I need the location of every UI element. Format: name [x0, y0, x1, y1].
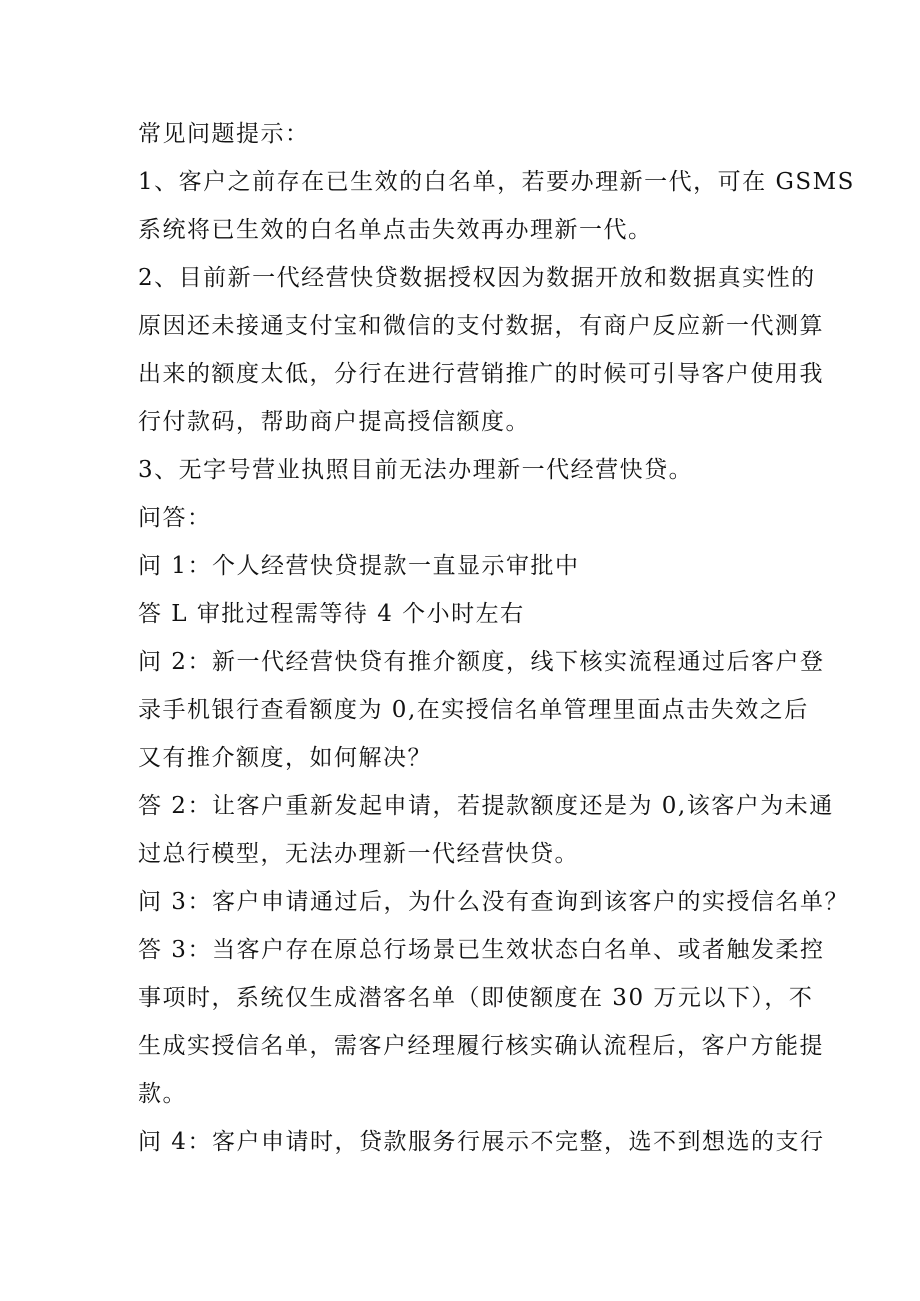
question-4-line-1: 问 4：客户申请时，贷款服务行展示不完整，选不到想选的支行 [138, 1129, 825, 1155]
answer-3-line-2: 事项时，系统仅生成潜客名单（即使额度在 30 万元以下），不 [138, 985, 814, 1011]
answer-3-line-3: 生成实授信名单，需客户经理履行核实确认流程后，客户方能提 [138, 1033, 824, 1059]
answer-3-line-4: 款。 [138, 1081, 187, 1107]
question-3: 问 3：客户申请通过后，为什么没有查询到该客户的实授信名单？ [138, 889, 849, 915]
tip-2-line-1: 2、目前新一代经营快贷数据授权因为数据开放和数据真实性的 [138, 265, 816, 291]
tip-1-line-2: 系统将已生效的白名单点击失效再办理新一代。 [138, 217, 653, 243]
tip-1-line-1: 1、客户之前存在已生效的白名单，若要办理新一代，可在 GSMS [138, 169, 855, 195]
answer-3-line-1: 答 3：当客户存在原总行场景已生效状态白名单、或者触发柔控 [138, 937, 825, 963]
answer-2-line-1: 答 2：让客户重新发起申请，若提款额度还是为 0,该客户为未通 [138, 793, 834, 819]
question-2-line-1: 问 2：新一代经营快贷有推介额度，线下核实流程通过后客户登 [138, 649, 825, 675]
tip-3-line-1: 3、无字号营业执照目前无法办理新一代经营快贷。 [138, 457, 694, 483]
tip-2-line-2: 原因还未接通支付宝和微信的支付数据，有商户反应新一代测算 [138, 313, 824, 339]
tip-2-line-4: 行付款码，帮助商户提高授信额度。 [138, 409, 530, 435]
section-heading-tips: 常见问题提示： [138, 121, 310, 147]
question-2-line-3: 又有推介额度，如何解决？ [138, 745, 432, 771]
document-body [138, 110, 855, 1166]
question-2-line-2: 录手机银行查看额度为 0,在实授信名单管理里面点击失效之后 [138, 697, 809, 723]
answer-1: 答 L 审批过程需等待 4 个小时左右 [138, 601, 525, 627]
question-1: 问 1：个人经营快贷提款一直显示审批中 [138, 553, 580, 579]
tip-2-line-3: 出来的额度太低，分行在进行营销推广的时候可引导客户使用我 [138, 361, 824, 387]
section-heading-qa: 问答： [138, 505, 212, 531]
answer-2-line-2: 过总行模型，无法办理新一代经营快贷。 [138, 841, 579, 867]
